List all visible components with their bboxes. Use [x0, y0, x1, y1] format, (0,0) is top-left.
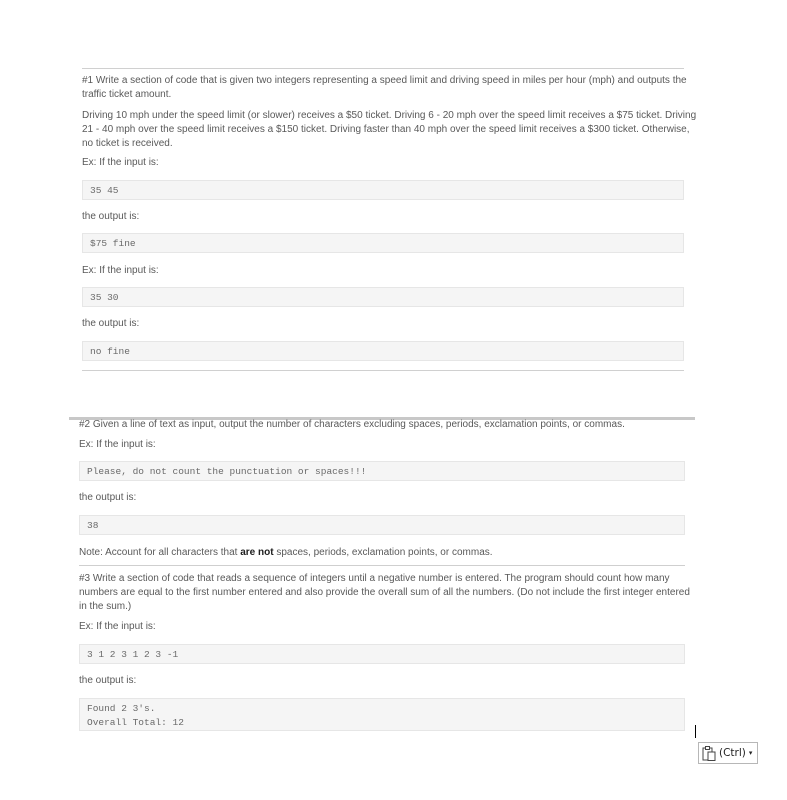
q2-ex-label: Ex: If the input is: — [79, 439, 156, 450]
q1-top-rule — [82, 68, 684, 69]
q1-ex1-input-box — [82, 180, 684, 200]
q1-ex1-output-label: the output is: — [82, 211, 140, 222]
clipboard-icon — [702, 746, 716, 761]
q3-title-line1: #3 Write a section of code that reads a sequence of integers until a negative number is entered. The program should count how many — [79, 573, 670, 584]
q2-output-label: the output is: — [79, 492, 137, 503]
q1-ex1-input: 35 45 — [90, 185, 119, 196]
q2-output: 38 — [87, 520, 99, 531]
q1-title-line2: traffic ticket amount. — [82, 89, 172, 100]
q2-note-prefix: Note: Account for all characters that — [79, 547, 241, 558]
q1-ex1-output-box — [82, 233, 684, 253]
q3-output-box — [79, 698, 685, 731]
q1-desc-line2: 21 - 40 mph over the speed limit receives a $150 ticket. Driving faster than 40 mph over the speed limit receives a $300 ticket. Otherwise, — [82, 124, 690, 135]
q2-title: #2 Given a line of text as input, output the number of characters excluding spaces, periods, exclamation points, or commas. — [79, 419, 625, 430]
q3-title-line3: in the sum.) — [79, 601, 132, 612]
paste-options-label: (Ctrl) — [719, 747, 746, 759]
paste-options-button[interactable] — [698, 742, 758, 764]
q1-ex1-label: Ex: If the input is: — [82, 157, 159, 168]
q2-output-box — [79, 515, 685, 535]
q1-ex2-output-label: the output is: — [82, 318, 140, 329]
q1-ex2-output: no fine — [90, 346, 130, 357]
q1-desc-line3: no ticket is received. — [82, 138, 173, 149]
q3-ex-input-box — [79, 644, 685, 664]
q1-ex2-input-box — [82, 287, 684, 307]
text-cursor — [695, 725, 696, 738]
q2-note — [79, 546, 493, 560]
q3-output-line1: Found 2 3's. — [87, 703, 156, 714]
q2-bottom-rule — [79, 565, 685, 566]
q3-ex-input: 3 1 2 3 1 2 3 -1 — [87, 649, 179, 660]
q1-ex2-output-box — [82, 341, 684, 361]
q3-output-line2: Overall Total: 12 — [87, 717, 184, 728]
q2-ex-input: Please, do not count the punctuation or spaces!!! — [87, 466, 367, 477]
q1-ex2-label: Ex: If the input is: — [82, 265, 159, 276]
q1-title-line1: #1 Write a section of code that is given two integers representing a speed limit and driving speed in miles per hour (mph) and outputs the — [82, 75, 687, 86]
chevron-down-icon: ▾ — [748, 749, 753, 757]
q1-bottom-rule — [82, 370, 684, 371]
q3-title-line2: numbers are equal to the first number entered and also provide the overall sum of all the numbers. (Do not include the first integer entered — [79, 587, 690, 598]
q2-note-suffix: spaces, periods, exclamation points, or commas. — [273, 547, 493, 558]
q1-desc-line1: Driving 10 mph under the speed limit (or slower) receives a $50 ticket. Driving 6 - 20 mph over the speed limit receives a $75 ticket. Driving — [82, 110, 697, 121]
q2-ex-input-box — [79, 461, 685, 481]
q1-ex1-output: $75 fine — [90, 238, 136, 249]
q1-ex2-input: 35 30 — [90, 292, 119, 303]
q2-note-bold: are not — [240, 547, 274, 558]
q3-output-label: the output is: — [79, 675, 137, 686]
q3-ex-label: Ex: If the input is: — [79, 621, 156, 632]
